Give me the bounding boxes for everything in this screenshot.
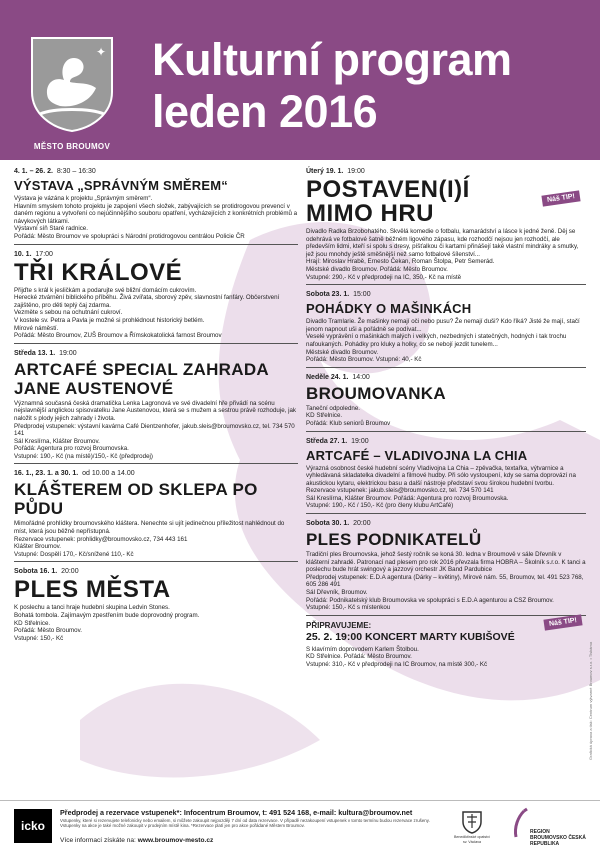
event-description: Taneční odpoledne. KD Střelnice. Pořádá: Klub seniorů Broumov — [306, 404, 391, 427]
event-title: ARTCAFÉ – VLADIVOJNA LA CHIA — [306, 447, 528, 463]
event-klasterem — [14, 469, 298, 562]
left-column — [14, 164, 298, 650]
title-line-1: Kulturní program — [152, 34, 512, 85]
icko-logo: icko — [14, 809, 52, 843]
event-description: Přijďte s král k jesličkám a podarujte své bližní domácím cukrovím. Herecké ztvárnění biblického příběhu. Živá zvířata, sborový zpěv, slavnostní fanfáry. Občerstvení zajištěno, pro děti teplý čaj zdarma. Vezměte s sebou na ochutnání cukroví. V kostele sv. Petra a Pavla je možné si prohlédnout historický betlém. Mírové náměstí. Pořádá: Město Broumov, ZUŠ Broumov a Římskokatolická farnost Broumov — [14, 286, 280, 340]
town-crest-icon — [30, 36, 114, 132]
event-date: Sobota 23. 1. 15:00 — [306, 291, 371, 299]
event-date: Úterý 19. 1. 19:00 — [306, 168, 365, 175]
event-description: Výrazná osobnost české hudební scény Vladivojna La Chia – zpěvačka, textařka, výtvarnice a vyhledávaná skladatelka divadelní a filmové hudby. Při sólo vystoupení, kdy se sama doprovází na akustickou kytaru, elektrickou basu a další nástroje představí svou širokou hudební tvorbu. Rezervace vstupenek: jakub.sleis@broumovsko.cz, tel. 734 570 141 Sál Kreslírna, Klášter Broumov. Pořádá: Agentura pro rozvoj Broumovska. Vstupné: 190,- Kč / 150,- Kč (pro členy klubu ArtCafé) — [306, 464, 576, 510]
svg-text:✦: ✦ — [96, 45, 107, 59]
event-description: Výstava je vázána k projektu „Správným směrem“. Hlavním smyslem tohoto projektu je zapojení všech složek, zabývajících se protidrogovou prevencí v daném regionu a vytvoření co nejúčinnějšího souboru opatření, vycházejících z konkrétních problémů a návykových látkami. Výstavní síň Staré radnice. Pořádá: Město Broumov ve spolupráci s Národní protidrogovou centrálou Policie ČR — [14, 195, 298, 240]
right-column — [306, 164, 586, 677]
tip-badge: Náš TIP! — [543, 614, 582, 630]
presale-info: Předprodej a rezervace vstupenek*: Infocentrum Broumov, t: 491 524 168, e-mail: kultura@broumov.net — [60, 808, 413, 817]
event-pripravujeme — [306, 616, 586, 672]
event-date: Sobota 30. 1. 20:00 — [306, 520, 371, 528]
print-credit: Grafická úprava a tisk: Centrum výtvarné Broumov s.r.o. • Tiskárna — [588, 641, 593, 760]
region-logo — [512, 807, 588, 848]
event-date: 10. 1. 17:00 — [14, 250, 53, 258]
town-name: MĚSTO BROUMOV — [33, 142, 111, 151]
event-description: Mimořádné prohlídky broumovského kláštera. Nenechte si ujít jedinečnou příležitost nahlédnout do míst, která jsou běžně nepřístupná. Rezervace vstupenek: prohlidky@broumovsko.cz, 734 443 161 Klášter Broumov. Vstupné: Dospělí 170,- Kč/snížené 110,- Kč — [14, 520, 285, 558]
event-ples-podnikatelu — [306, 519, 586, 616]
event-vystava — [14, 167, 298, 245]
upcoming-headline: 25. 2. 19:00 KONCERT MARTY KUBIŠOVÉ — [306, 630, 515, 643]
upcoming-label: PŘIPRAVUJEME: — [306, 620, 372, 630]
event-date: Neděle 24. 1. 14:00 — [306, 373, 370, 381]
event-description: Divadlo Tramlarie. Že mašinky nemají oči nebo pusu? Že nemají duši? Kdo říká? Jisté že mají, stačí jenom napnout uši a pořádně se podívat... Veselé vyprávění o mašinkách malých i velkých, nezbedných i statečných, hodných i tak trochu nafoukaných. Pohádky pro kluky a holky, co se nebojí jezdit tunelem... Městské divadlo Broumov. Pořádá: Město Broumov. Vstupné: 40,- Kč — [306, 318, 580, 364]
event-title: BROUMOVANKA — [306, 383, 446, 403]
event-title: TŘI KRÁLOVÉ — [14, 258, 183, 286]
event-title: VÝSTAVA „SPRÁVNÝM SMĚREM“ — [14, 178, 228, 193]
more-info: Více informací získáte na: www.broumov-mesto.cz — [60, 837, 214, 844]
abbey-logo — [454, 810, 490, 844]
abbey-logo-text: Benediktinské opatství sv. Václava — [454, 835, 490, 844]
event-description: S klavírním doprovodem Karlem Štolbou. KD Střelnice. Pořádá: Město Broumov. Vstupné: 310,- Kč v předprodeji na IC Broumov, na místě 300,- Kč — [306, 645, 488, 668]
website-link[interactable]: www.broumov-mesto.cz — [137, 837, 214, 844]
event-date: Středa 13. 1. 19:00 — [14, 349, 77, 357]
event-description: Divadlo Radka Brzobohatého. Skvělá komedie o fotbalu, kamarádství a lásce k jedné ženě. Děj se odehrává ve fotbalové šatně běžném ligového zápasu, kde rozhodčí nejsou jen rozhodčí, ale především lidmi, kteří si spolu s dresy, píšťalkou či kartami přinášejí také vlastní mindráky a smutky, jež jsou mnohdy ještě směšnější než samo fotbalové šílenství... Hrají: Miroslav Hrabě, Ernesto Čekan, Roman Štolpa, Petr Semerád. Městské divadlo Broumov. Pořádá: Město Broumov. Vstupné: 290,- Kč v předprodeji na IC, 350,- Kč na místě — [306, 228, 579, 281]
event-title: ARTCAFÉ SPECIAL ZAHRADA JANE AUSTENOVÉ — [14, 359, 269, 398]
event-date: 4. 1. – 26. 2. 8:30 – 16:30 — [14, 168, 96, 175]
event-artcafe-vladivojna — [306, 437, 586, 515]
abbey-crest-icon — [461, 810, 483, 834]
event-artcafe-special — [14, 349, 298, 465]
event-title: POSTAVEN(I)Í MIMO HRU — [306, 176, 470, 227]
event-description: K poslechu a tanci hraje hudební skupina Ledvin Stones. Bohatá tombola. Zajímavým zpestřením bude doprovodný program. KD Střelnice. Pořádá: Město Broumov. Vstupné: 150,- Kč — [14, 604, 200, 642]
event-postaveni-mimo-hru — [306, 167, 586, 285]
event-broumovanka — [306, 373, 586, 432]
event-title: PLES MĚSTA — [14, 576, 171, 604]
event-title: POHÁDKY O MAŠINKÁCH — [306, 301, 472, 317]
event-ples-mesta — [14, 567, 298, 645]
event-description: Tradiční ples Broumovska, jehož šestý ročník se koná 30. ledna v Broumově v sále Dřevník v klášterní zahradě. Patronací nad plesem pro rok 2016 převzala firma HOBRA – Školník s.r.o. K tanci a poslechu bude hrát swingový a jazzový orchestr JK Band Pardubice Předprodej vstupenek: E.D.A agentura (Dárky – květiny), Mírové nám. 55, Broumov, tel. 491 523 768, 605 286 491 Sál Dřevník, Broumov. Pořádá: Podnikatelský klub Broumovska ve spolupráci s E.D.A agenturou a CSZ Broumov. Vstupné: 150,- Kč s místenkou — [306, 551, 586, 612]
region-logo-text: REGION BROUMOVSKO ČESKÁ REPUBLIKA — [530, 829, 586, 847]
event-date: Středa 27. 1. 19:00 — [306, 437, 369, 445]
footer — [0, 800, 600, 851]
event-title: KLÁŠTEREM OD SKLEPA PO PŮDU — [14, 480, 258, 519]
header-banner — [0, 0, 600, 160]
event-date: Sobota 16. 1. 20:00 — [14, 568, 79, 576]
presale-notes: Vstupenky, které si rezervujete telefonicky nebo emailem, si můžete zakoupit nejpozději 7 dní od data rezervace. V případě nezakoupení vstupenek v tomto termínu budou rezervace zrušeny. Vstupenky na akce je také možné zakoupit v prodejním místě kina. *Rezervace platí jen pro akce pořádané Městem Broumov. — [60, 818, 430, 829]
event-description: Významná současná česká dramatička Lenka Lagronová ve své divadelní hře přivádí na scénu nejslavnější anglickou spisovatelku Jane Austenovou, která se s mužem a sestrou právě rozhoduje, jak naložit s plody jejich zahrady i života. Předprodej vstupenek: výstavní kavárna Café Dientzenhofer, jakub.sleis@broumovsko.cz, tel. 734 570 141 Sál Kreslírna, Klášter Broumov. Pořádá: Agentura pro rozvoj Broumovska. Vstupné: 190,- Kč (na místě)/150,- Kč (předprodej) — [14, 399, 297, 460]
event-tri-kralove — [14, 250, 298, 344]
page-title — [152, 34, 512, 138]
event-date: 16. 1., 23. 1. a 30. 1. od 10.00 a 14.00 — [14, 470, 135, 478]
title-line-2: leden 2016 — [152, 86, 378, 137]
region-logo-icon — [512, 807, 530, 843]
event-title: PLES PODNIKATELŮ — [306, 530, 482, 550]
tip-badge: Náš TIP! — [541, 190, 580, 206]
event-pohadky-o-masinkach — [306, 290, 586, 368]
